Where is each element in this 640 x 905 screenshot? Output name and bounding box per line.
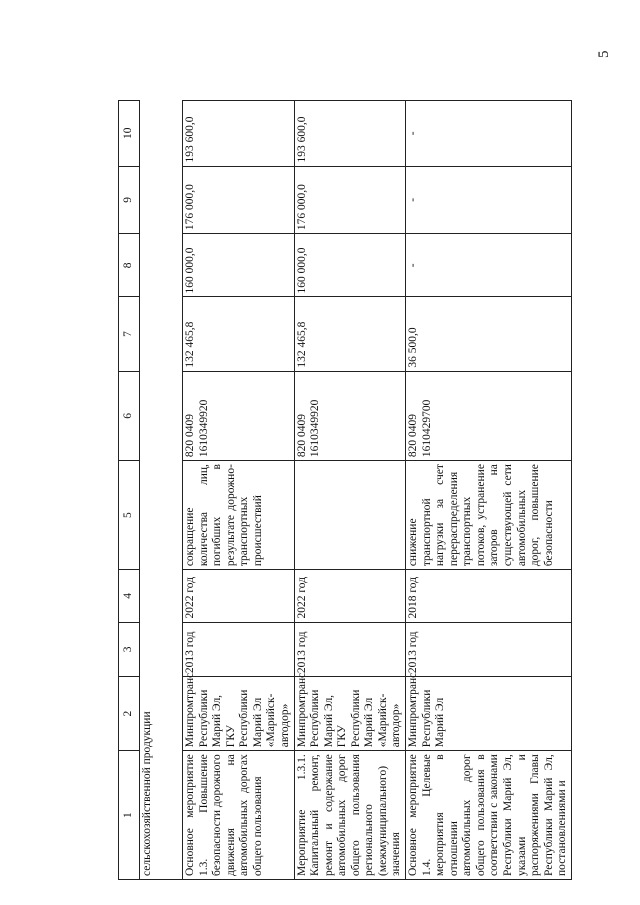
header-col-4: 4 <box>119 570 140 622</box>
header-col-6: 6 <box>119 371 140 460</box>
cell-value-10: 193 600,0 <box>294 101 406 167</box>
cell-result: снижение транспортной нагрузки за счет перераспределения транспортных потоков, устранение заторов на существующей сети автомобильных дорог, повышение безопасности <box>406 461 572 570</box>
header-col-8: 8 <box>119 234 140 297</box>
cell-value-10: - <box>406 101 572 167</box>
page-number: 5 <box>596 50 612 58</box>
program-table <box>118 100 572 880</box>
continuation-row <box>140 101 183 880</box>
cell-executor: Минпромтранс Республики Марий Эл, ГКУ Республики Марий Эл «Марийск-автодор» <box>183 677 295 751</box>
cell-result: сокращение количества лиц, погибших в результате дорожно-транспортных происшествий <box>183 461 295 570</box>
table-row <box>406 101 572 880</box>
cell-end-year: 2018 год <box>406 570 572 622</box>
cell-value-10: 193 600,0 <box>183 101 295 167</box>
cell-result <box>294 461 406 570</box>
header-col-1: 1 <box>119 751 140 880</box>
header-col-10: 10 <box>119 101 140 167</box>
table-row <box>183 101 295 880</box>
rotated-table-container <box>118 100 569 880</box>
cell-executor: Минпромтранс Республики Марий Эл, ГКУ Республики Марий Эл «Марийск-автодор» <box>294 677 406 751</box>
cell-budget-code: 820 0409 1610429700 <box>406 371 572 460</box>
cell-measure: Основное мероприятие 1.3. Повышение безопасности дорожного движения на автомобильных дорогах общего пользования <box>183 751 295 880</box>
table-row <box>294 101 406 880</box>
header-col-5: 5 <box>119 461 140 570</box>
table-header-row <box>119 101 140 880</box>
cell-value-8: 160 000,0 <box>294 234 406 297</box>
cell-value-7: 132 465,8 <box>183 297 295 371</box>
cell-value-7: 132 465,8 <box>294 297 406 371</box>
cell-measure: Основное мероприятие 1.4. Целевые мероприятия в отношении автомобильных дорог общего пользования в соответствии с законами Республики Марий Эл, указами и распоряжениями Главы Республики Марий Эл, постановлениями и <box>406 751 572 880</box>
header-col-3: 3 <box>119 622 140 677</box>
continuation-text: сельскохозяйственной продукции <box>140 101 183 880</box>
cell-value-9: - <box>406 166 572 234</box>
cell-value-8: 160 000,0 <box>183 234 295 297</box>
cell-start-year: 2013 год <box>294 622 406 677</box>
header-col-9: 9 <box>119 166 140 234</box>
cell-value-9: 176 000,0 <box>294 166 406 234</box>
cell-value-9: 176 000,0 <box>183 166 295 234</box>
header-col-2: 2 <box>119 677 140 751</box>
cell-start-year: 2013 год <box>406 622 572 677</box>
cell-start-year: 2013 год <box>183 622 295 677</box>
cell-budget-code: 820 0409 1610349920 <box>183 371 295 460</box>
cell-executor: Минпромтранс Республики Марий Эл <box>406 677 572 751</box>
cell-end-year: 2022 год <box>183 570 295 622</box>
cell-value-7: 36 500,0 <box>406 297 572 371</box>
cell-value-8: - <box>406 234 572 297</box>
cell-measure: Мероприятие 1.3.1. Капитальный ремонт, ремонт и содержание автомобильных дорог общего пользования регионального (межмуниципального) значения <box>294 751 406 880</box>
cell-end-year: 2022 год <box>294 570 406 622</box>
header-col-7: 7 <box>119 297 140 371</box>
cell-budget-code: 820 0409 1610349920 <box>294 371 406 460</box>
